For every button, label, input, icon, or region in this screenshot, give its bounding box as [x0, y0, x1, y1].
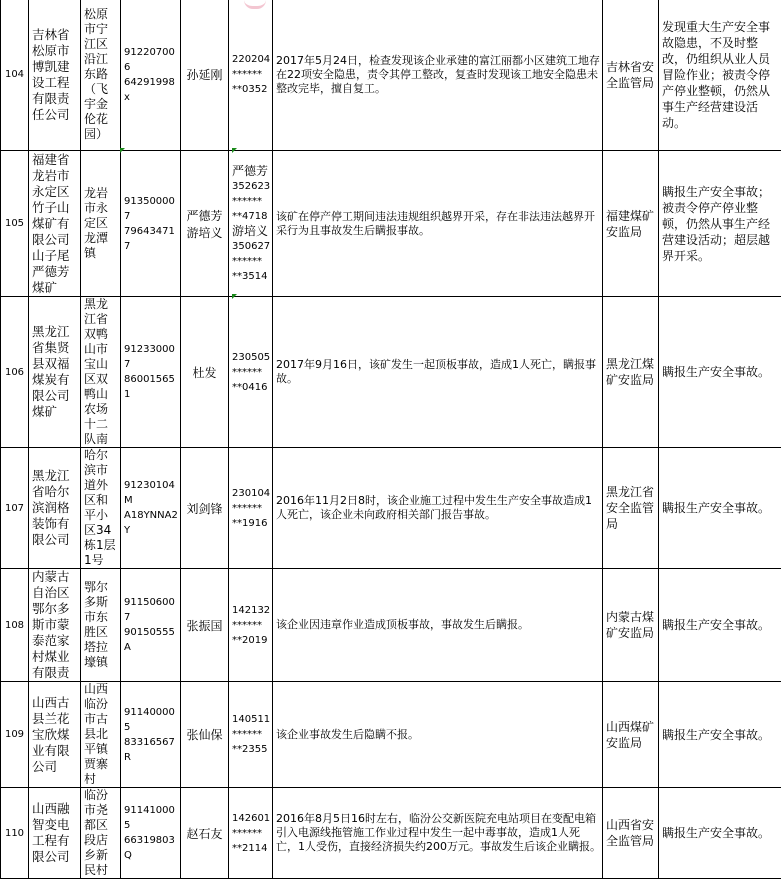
dishonest-behavior: 瞒报生产安全事故。 [659, 788, 781, 879]
company-name: 山西古县兰花宝欣煤业有限公司 [29, 682, 81, 788]
legal-person: 张振国 [181, 569, 229, 682]
id-number-line: 142132 [232, 603, 271, 618]
credit-code [121, 569, 181, 682]
id-number-line: 严德芳 [232, 164, 271, 179]
id-number-line: ****** [232, 618, 271, 633]
id-number [229, 297, 273, 448]
reporting-department: 吉林省安全监管局 [603, 0, 659, 151]
credit-code [121, 682, 181, 788]
cell-marker-icon [120, 148, 125, 153]
reporting-department: 黑龙江煤矿安监局 [603, 297, 659, 448]
legal-person: 刘剑锋 [181, 448, 229, 569]
row-number: 108 [1, 569, 29, 682]
id-number-line: **3514 [232, 269, 271, 284]
violation-facts: 2017年5月24日，检查发现该企业承建的富江丽都小区建筑工地存在22项安全隐患，责令其停工整改，复查时发现该工地安全隐患未整改完毕，擅自复工。 [273, 0, 603, 151]
id-number-line: **1916 [232, 516, 271, 531]
violation-facts: 该企业因违章作业造成顶板事故，事故发生后瞒报。 [273, 569, 603, 682]
table-row [1, 788, 781, 879]
legal-person: 杜发 [181, 297, 229, 448]
table-row [1, 448, 781, 569]
id-number-line: **2019 [232, 633, 271, 648]
id-number [229, 448, 273, 569]
table-row [1, 297, 781, 448]
id-number-line: ****** [232, 194, 271, 209]
row-number: 109 [1, 682, 29, 788]
credit-code [121, 448, 181, 569]
id-number-line: **0416 [232, 380, 271, 395]
id-number-line: ****** [232, 365, 271, 380]
dishonest-behavior: 瞒报生产安全事故。 [659, 569, 781, 682]
company-name: 黑龙江省哈尔滨润格装饰有限公司 [29, 448, 81, 569]
row-number: 106 [1, 297, 29, 448]
credit-code-line: 911410005 [124, 803, 179, 833]
id-number-line: ****** [232, 826, 271, 841]
cell-marker-icon [232, 148, 237, 153]
table-row [1, 151, 781, 297]
credit-code-line: 913500007 [124, 194, 179, 224]
legal-person: 张仙保 [181, 682, 229, 788]
id-number-line: **2355 [232, 742, 271, 757]
id-number-line: ****** [232, 727, 271, 742]
credit-code-line: 912330007 [124, 342, 179, 372]
id-number-line: **4718 [232, 209, 271, 224]
credit-code [121, 0, 181, 151]
id-number-line: **0352 [232, 82, 271, 97]
dishonest-behavior: 发现重大生产安全事故隐患，不及时整改，仍组织从业人员冒险作业；被责令停产停业整顿，仍然从事生产经营建设活动。 [659, 0, 781, 151]
table-row [1, 682, 781, 788]
company-address: 龙岩市永定区龙潭镇 [81, 151, 121, 297]
id-number-line: ****** [232, 67, 271, 82]
violation-facts: 该企业事故发生后隐瞒不报。 [273, 682, 603, 788]
company-name: 吉林省松原市博凯建设工程有限责任公司 [29, 0, 81, 151]
legal-person: 孙延刚 [181, 0, 229, 151]
company-name: 黑龙江省集贤县双福煤炭有限公司煤矿 [29, 297, 81, 448]
row-number: 104 [1, 0, 29, 151]
company-address: 临汾市尧都区段店乡新民村 [81, 788, 121, 879]
company-name: 山西融智变电工程有限公司 [29, 788, 81, 879]
id-number-line: 142601 [232, 811, 271, 826]
reporting-department: 山西省安全监管局 [603, 788, 659, 879]
company-address: 松原市宁江区沿江东路（飞宇金伦花园） [81, 0, 121, 151]
id-number [229, 682, 273, 788]
violation-facts: 2017年9月16日，该矿发生一起顶板事故，造成1人死亡，瞒报事故。 [273, 297, 603, 448]
company-name: 福建省龙岩市永定区竹子山煤矿有限公司山子尾严德芳煤矿 [29, 151, 81, 297]
id-number-line: 352623 [232, 179, 271, 194]
company-name: 内蒙古自治区鄂尔多斯市蒙泰范家村煤业有限责 [29, 569, 81, 682]
id-number-line: 游培义 [232, 224, 271, 239]
id-number-line: 230104 [232, 486, 271, 501]
id-number [229, 0, 273, 151]
id-number-line: 350627 [232, 239, 271, 254]
company-address: 哈尔滨市道外区和平小区34栋1层1号 [81, 448, 121, 569]
id-number-line: 140511 [232, 712, 271, 727]
credit-code-line: 911506007 [124, 595, 179, 625]
credit-code-line: 64291998x [124, 75, 179, 105]
violation-facts: 2016年8月5日16时左右，临汾公交新医院充电站项目在变配电箱引入电源线拖管施工作业过程中发生一起中毒事故，造成1人死亡，1人受伤，直接经济损失约200万元。事故发生后该企业瞒报。 [273, 788, 603, 879]
table-row [1, 0, 781, 151]
row-number: 110 [1, 788, 29, 879]
cell-marker-icon [232, 294, 237, 299]
credit-code-line: A18YNNA2Y [124, 508, 179, 538]
credit-code [121, 297, 181, 448]
id-number-line: ****** [232, 501, 271, 516]
credit-code-line: 911400005 [124, 705, 179, 735]
credit-code-line: 912207006 [124, 45, 179, 75]
reporting-department: 内蒙古煤矿安监局 [603, 569, 659, 682]
reporting-department: 山西煤矿安监局 [603, 682, 659, 788]
credit-code-line: 796434717 [124, 224, 179, 254]
id-number-line: 230505 [232, 350, 271, 365]
id-number [229, 788, 273, 879]
credit-code-line: 66319803Q [124, 833, 179, 863]
dishonest-behavior: 瞒报生产安全事故。 [659, 448, 781, 569]
violation-facts: 2016年11月2日8时，该企业施工过程中发生生产安全事故造成1人死亡，该企业未向政府相关部门报告事故。 [273, 448, 603, 569]
id-number-line: 220204 [232, 52, 271, 67]
violation-facts: 该矿在停产停工期间违法违规组织越界开采，存在非法违法越界开采行为且事故发生后瞒报事故。 [273, 151, 603, 297]
company-address: 黑龙江省双鸭山市宝山区双鸭山农场十二队南 [81, 297, 121, 448]
company-address: 鄂尔多斯市东胜区塔拉壕镇 [81, 569, 121, 682]
credit-code-line: 90150555A [124, 625, 179, 655]
id-number [229, 151, 273, 297]
id-number-line: ****** [232, 254, 271, 269]
credit-code [121, 151, 181, 297]
row-number: 107 [1, 448, 29, 569]
company-address: 山西临汾市古县北平镇贾寨村 [81, 682, 121, 788]
credit-code [121, 788, 181, 879]
credit-code-line: 83316567R [124, 735, 179, 765]
reporting-department: 福建煤矿安监局 [603, 151, 659, 297]
legal-person: 赵石友 [181, 788, 229, 879]
credit-code-line: 860015651 [124, 372, 179, 402]
dishonest-behavior: 瞒报生产安全事故。 [659, 297, 781, 448]
legal-person: 严德芳游培义 [181, 151, 229, 297]
dishonest-behavior: 瞒报生产安全事故。 [659, 682, 781, 788]
table-row [1, 569, 781, 682]
id-number [229, 569, 273, 682]
row-number: 105 [1, 151, 29, 297]
id-number-line: **2114 [232, 841, 271, 856]
dishonest-behavior: 瞒报生产安全事故；被责令停产停业整顿，仍然从事生产经营建设活动；超层越界开采。 [659, 151, 781, 297]
credit-code-line: 91230104M [124, 478, 179, 508]
reporting-department: 黑龙江省安全监管局 [603, 448, 659, 569]
